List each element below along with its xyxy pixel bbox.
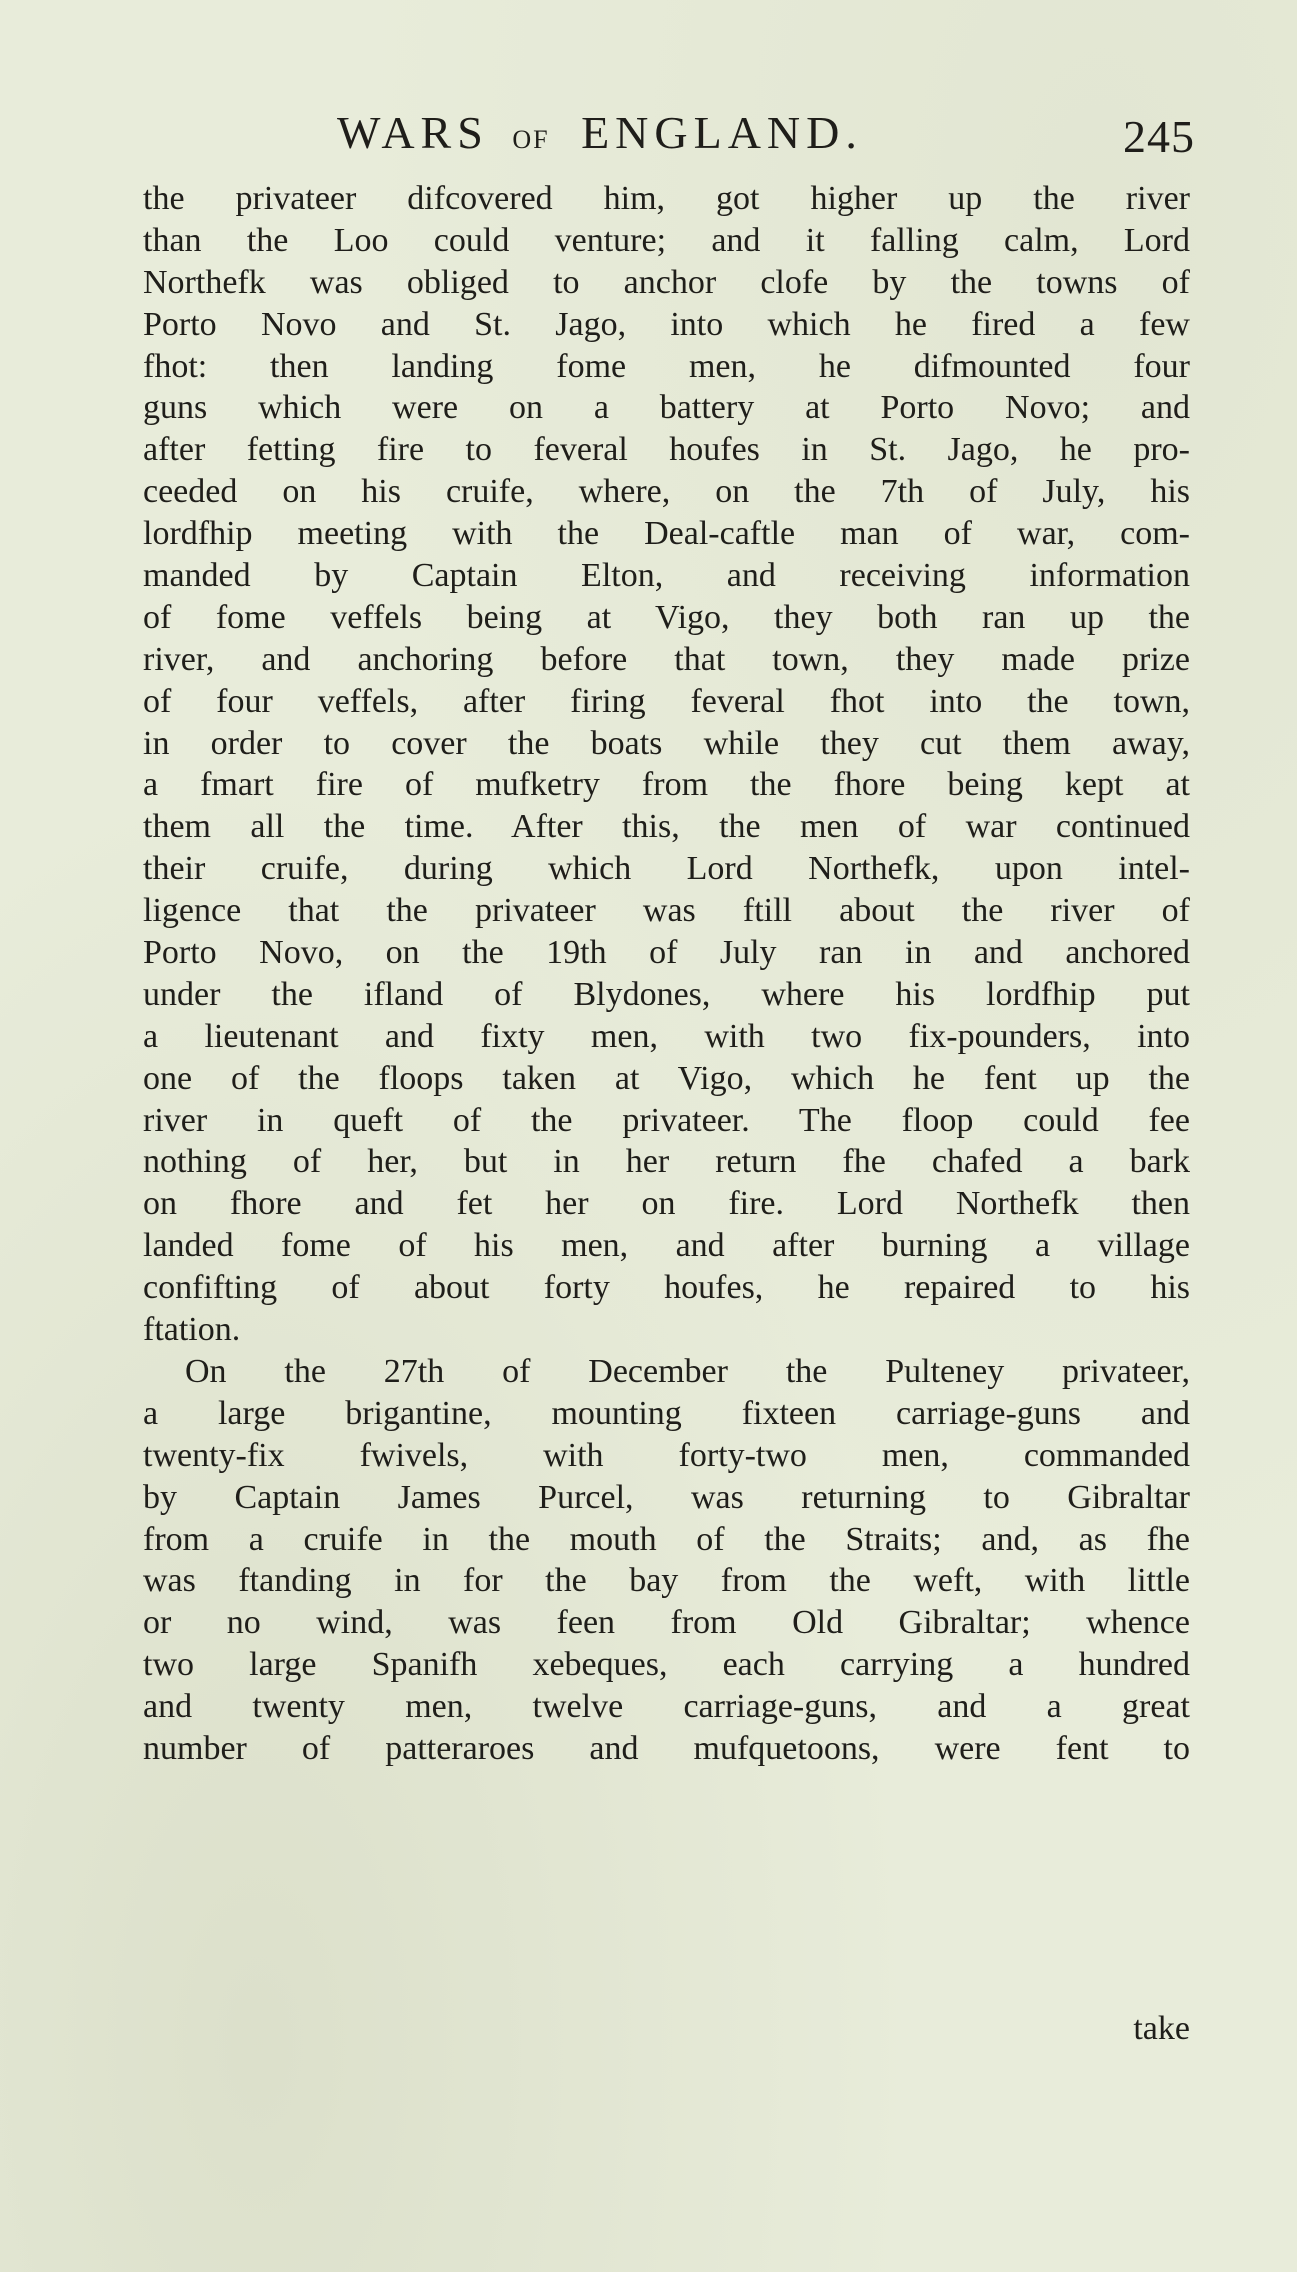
text-line: lordfhip meeting with the Deal-caftle man of war, com- bbox=[143, 515, 1190, 553]
text-line: by Captain James Purcel, was returning to Gibraltar bbox=[143, 1478, 1190, 1516]
text-line: Porto Novo, on the 19th of July ran in and anchored bbox=[143, 934, 1190, 972]
running-title bbox=[337, 106, 863, 159]
running-title-part1: WARS bbox=[337, 107, 489, 158]
text-line: confifting of about forty houfes, he repaired to his bbox=[143, 1269, 1190, 1307]
text-line: river, and anchoring before that town, they made prize bbox=[143, 640, 1190, 678]
text-line: two large Spanifh xebeques, each carrying a hundred bbox=[143, 1646, 1190, 1684]
text-line: On the 27th of December the Pulteney privateer, bbox=[185, 1352, 1190, 1390]
text-line: number of patteraroes and mufquetoons, were fent to bbox=[143, 1729, 1190, 1767]
text-line: under the ifland of Blydones, where his lordfhip put bbox=[143, 975, 1190, 1013]
page-header bbox=[325, 106, 1195, 166]
text-line: river in queft of the privateer. The floop could fee bbox=[143, 1101, 1190, 1139]
text-line: on fhore and fet her on fire. Lord Northefk then bbox=[143, 1185, 1190, 1223]
text-line: a fmart fire of mufketry from the fhore being kept at bbox=[143, 766, 1190, 804]
text-line: the privateer difcovered him, got higher up the river bbox=[143, 180, 1190, 217]
text-line: of fome veffels being at Vigo, they both ran up the bbox=[143, 598, 1190, 636]
text-line: twenty-fix fwivels, with forty-two men, commanded bbox=[143, 1436, 1190, 1474]
catchword: take bbox=[1133, 2010, 1190, 2047]
text-line: Porto Novo and St. Jago, into which he fired a few bbox=[143, 305, 1190, 343]
text-line: one of the floops taken at Vigo, which he fent up the bbox=[143, 1059, 1190, 1097]
text-line: manded by Captain Elton, and receiving information bbox=[143, 557, 1190, 595]
body-text bbox=[143, 178, 1190, 1770]
text-line: ftation. bbox=[143, 1311, 241, 1349]
text-line: after fetting fire to feveral houfes in St. Jago, he pro- bbox=[143, 431, 1190, 469]
text-line: a large brigantine, mounting fixteen carriage-guns and bbox=[143, 1394, 1190, 1432]
page-number: 245 bbox=[1123, 111, 1195, 162]
text-line: a lieutenant and fixty men, with two fix-pounders, into bbox=[143, 1017, 1190, 1055]
running-title-part2: ENGLAND. bbox=[581, 107, 863, 158]
text-line: ligence that the privateer was ftill about the river of bbox=[143, 892, 1190, 930]
text-line: them all the time. After this, the men of war continued bbox=[143, 808, 1190, 846]
text-line: was ftanding in for the bay from the weft, with little bbox=[143, 1562, 1190, 1600]
text-line: Northefk was obliged to anchor clofe by the towns of bbox=[143, 263, 1190, 301]
text-line: than the Loo could venture; and it falling calm, Lord bbox=[143, 221, 1190, 259]
text-line: of four veffels, after firing feveral fhot into the town, bbox=[143, 682, 1190, 720]
text-line: ceeded on his cruife, where, on the 7th of July, his bbox=[143, 473, 1190, 511]
text-line: and twenty men, twelve carriage-guns, and a great bbox=[143, 1688, 1190, 1726]
text-line: nothing of her, but in her return fhe chafed a bark bbox=[143, 1143, 1190, 1181]
text-line: or no wind, was feen from Old Gibraltar; whence bbox=[143, 1604, 1190, 1642]
text-line: from a cruife in the mouth of the Straits; and, as fhe bbox=[143, 1520, 1190, 1558]
text-line: fhot: then landing fome men, he difmounted four bbox=[143, 347, 1190, 385]
running-title-of: OF bbox=[512, 125, 550, 154]
text-line: their cruife, during which Lord Northefk, upon intel- bbox=[143, 850, 1190, 888]
text-line: landed fome of his men, and after burning a village bbox=[143, 1227, 1190, 1265]
text-line: guns which were on a battery at Porto Novo; and bbox=[143, 389, 1190, 427]
text-line: in order to cover the boats while they cut them away, bbox=[143, 724, 1190, 762]
